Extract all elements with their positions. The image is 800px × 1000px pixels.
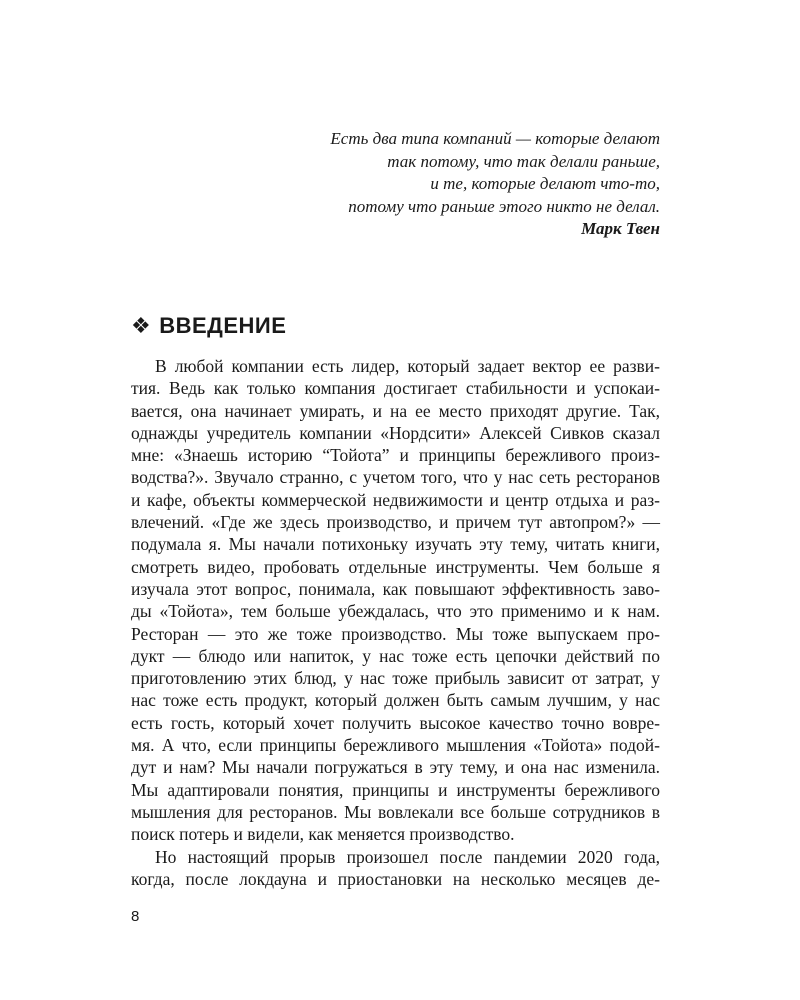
paragraph-line: водства?». Звучало странно, с учетом того, что у нас сеть ресторанов xyxy=(131,467,660,488)
epigraph-line: так потому, что так делали раньше, xyxy=(387,151,660,171)
paragraph-line: дут и нам? Мы начали погружаться в эту тему, и она нас изменила. xyxy=(131,757,660,778)
epigraph xyxy=(180,128,660,241)
paragraph-line: ды «Тойота», тем больше убеждалась, что это применимо и к нам. xyxy=(131,601,660,622)
paragraph-line: и кафе, объекты коммерческой недвижимости и центр отдыха и раз- xyxy=(131,489,660,510)
epigraph-author: Марк Твен xyxy=(581,219,660,238)
paragraph-line: дукт — блюдо или напиток, у нас тоже есть цепочки действий по xyxy=(131,645,660,666)
paragraph-line: приготовлению этих блюд, у нас тоже прибыль зависит от затрат, у xyxy=(131,668,660,689)
paragraph-line: однажды учредитель компании «Нордсити» Алексей Сивков сказал xyxy=(131,422,660,443)
paragraph-line: влечений. «Где же здесь производство, и причем тут автопром?» — xyxy=(131,512,660,533)
paragraph-line: мышления для ресторанов. Мы вовлекали все больше сотрудников в xyxy=(131,801,660,822)
paragraph-line: мне: «Знаешь историю “Тойота” и принципы бережливого произ- xyxy=(131,445,660,466)
paragraph-line: тия. Ведь как только компания достигает стабильности и успокаи- xyxy=(131,378,660,399)
paragraph-line: изучала этот вопрос, понимала, как повышают эффективность заво- xyxy=(131,578,660,599)
paragraph-line: поиск потерь и видели, как меняется производство. xyxy=(131,824,515,845)
section-title: ВВЕДЕНИЕ xyxy=(159,313,287,338)
paragraph-line: мя. А что, если принципы бережливого мышления «Тойота» подой- xyxy=(131,735,660,756)
paragraph-line: есть гость, который хочет получить высокое качество точно вовре- xyxy=(131,712,660,733)
paragraph-line: В любой компании есть лидер, который задает вектор ее разви- xyxy=(155,356,660,376)
paragraph-line: нас тоже есть продукт, который должен быть самым лучшим, у нас xyxy=(131,690,660,711)
diamond-bullet-icon: ❖ xyxy=(131,313,152,338)
paragraph-line: вается, она начинает умирать, и на ее место приходят другие. Так, xyxy=(131,400,660,421)
body-text xyxy=(131,355,660,890)
paragraph-line: смотреть видео, пробовать отдельные инструменты. Чем больше я xyxy=(131,556,660,577)
paragraph-line: Мы адаптировали понятия, принципы и инструменты бережливого xyxy=(131,779,660,800)
paragraph-line: Но настоящий прорыв произошел после пандемии 2020 года, xyxy=(155,846,660,867)
epigraph-line: потому что раньше этого никто не делал. xyxy=(348,196,660,216)
epigraph-line: и те, которые делают что-то, xyxy=(430,174,660,193)
epigraph-line: Есть два типа компаний — которые делают xyxy=(330,129,660,148)
paragraph-line: подумала я. Мы начали потихоньку изучать эту тему, читать книги, xyxy=(131,534,660,555)
paragraph-line: Ресторан — это же тоже производство. Мы тоже выпускаем про- xyxy=(131,623,660,644)
section-heading xyxy=(131,313,286,339)
paragraph-line: когда, после локдауна и приостановки на несколько месяцев де- xyxy=(131,868,660,889)
page-number: 8 xyxy=(131,908,140,925)
